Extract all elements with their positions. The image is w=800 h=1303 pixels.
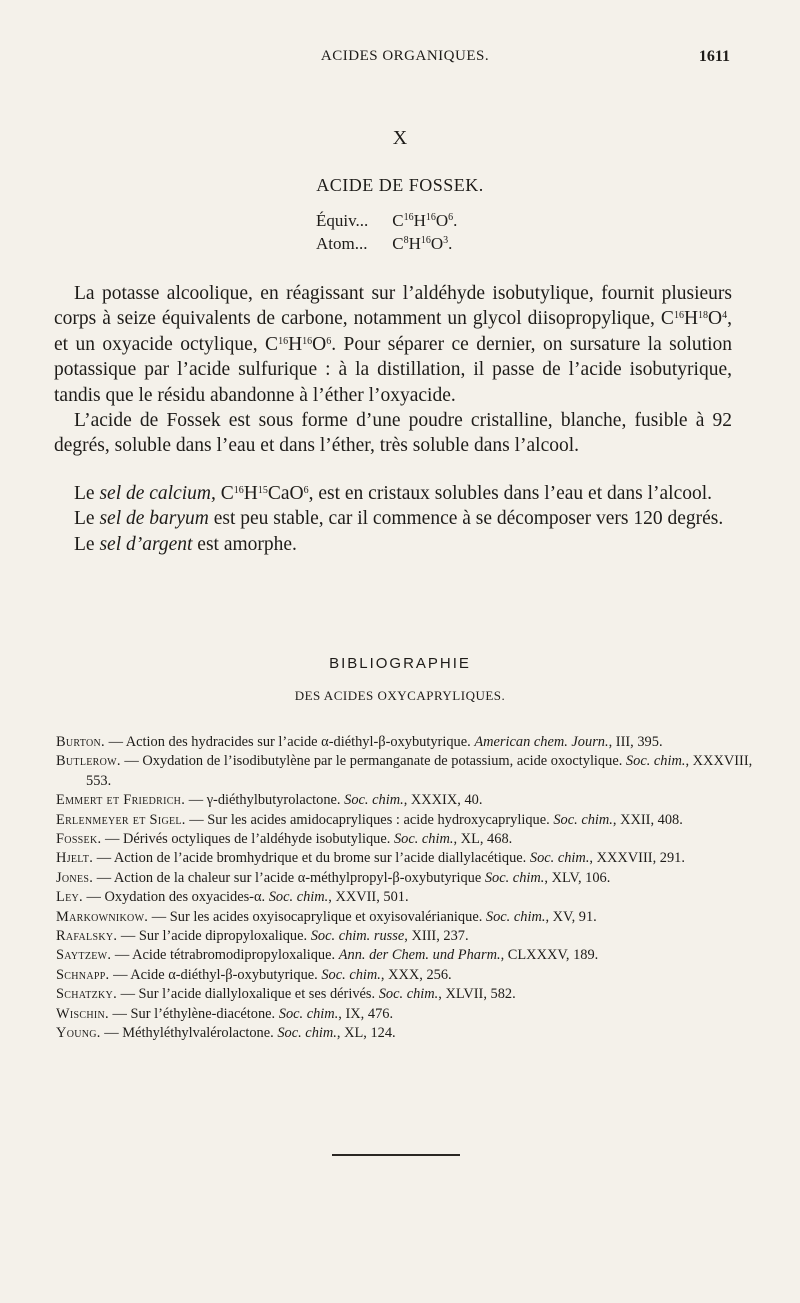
bibliography-subheading: DES ACIDES OXYCAPRYLIQUES. xyxy=(294,688,506,703)
formula-label: Équiv... xyxy=(316,211,369,230)
bibliography-entry: Jones. — Action de la chaleur sur l’acide α-méthylpropyl-β-oxybutyrique Soc. chim., XLV, 106. xyxy=(56,869,611,886)
chapter-number: X xyxy=(392,127,408,149)
bibliography-entry: Ley. — Oxydation des oxyacides-α. Soc. chim., XXVII, 501. xyxy=(56,889,409,906)
bibliography-entry: Schnapp. — Acide α-diéthyl-β-oxybutyrique. Soc. chim., XXX, 256. xyxy=(56,966,452,983)
bibliography-entry: Emmert et Friedrich. — γ-diéthylbutyrolactone. Soc. chim., XXXIX, 40. xyxy=(56,792,483,809)
bibliography-entry: Markownikow. — Sur les acides oxyisocaprylique et oxyisovalérianique. Soc. chim., XV, 91. xyxy=(56,908,597,925)
section-title: ACIDE DE FOSSEK. xyxy=(316,175,484,195)
paragraph-properties: L’acide de Fossek est sous forme d’une poudre cristalline, blanche, fusible à 92 degrés, soluble dans l’eau et dans l’éther, très soluble dans l’alcool. xyxy=(54,410,732,457)
body-text-salts xyxy=(54,481,732,557)
bibliography-entry: Young. — Méthyléthylvalérolactone. Soc. chim., XL, 124. xyxy=(56,1025,396,1042)
bibliography-entry: Saytzew. — Acide tétrabromodipropyloxalique. Ann. der Chem. und Pharm., CLXXXV, 189. xyxy=(56,947,599,964)
paragraph-calcium-salt: Le sel de calcium, $C^{16}H^{15}CaO^6$, est en cristaux solubles dans l’eau et dans l’alcool. xyxy=(74,483,713,504)
formula-equivalent: Équiv... $C^{16}H^{16}O^6$. xyxy=(316,211,458,230)
bibliography-entry: Erlenmeyer et Sigel. — Sur les acides amidocapryliques : acide hydroxycaprylique. Soc. chim., XXII, 408. xyxy=(56,811,683,828)
running-title: ACIDES ORGANIQUES. xyxy=(320,48,490,64)
paragraph-preparation: La potasse alcoolique, en réagissant sur l’aldéhyde isobutylique, fournit plusieurs corps à seize équivalents de carbone, notamment un glycol diisopropylique, $C^{16}H^{18}O^4$, et un oxyacide octylique, $C^{16}H^{16}O^6$. Pour séparer ce dernier, on sursature la solution potassique par l’acide sulfurique : à la distillation, il passe de l’acide isobutyrique, tandis que le résidu abandonne à l’éther l’oxyacide. xyxy=(54,283,732,406)
bibliography-list xyxy=(56,733,762,1044)
bibliography-entry: Burton. — Action des hydracides sur l’acide α-diéthyl-β-oxybutyrique. American chem. Journ., III, 395. xyxy=(56,734,663,750)
section-end-rule xyxy=(332,1154,460,1156)
bibliography-entry: Hjelt. — Action de l’acide bromhydrique et du brome sur l’acide diallylacétique. Soc. chim., XXXVIII, 291. xyxy=(56,850,685,867)
page-number: 1611 xyxy=(698,48,730,65)
paragraph-baryum-salt: Le sel de baryum est peu stable, car il commence à se décomposer vers 120 degrés. xyxy=(74,508,724,530)
body-text-preparation xyxy=(54,281,732,459)
bibliography-entry: Schatzky. — Sur l’acide diallyloxalique et ses dérivés. Soc. chim., XLVII, 582. xyxy=(56,986,516,1003)
paragraph-argent-salt: Le sel d’argent est amorphe. xyxy=(74,533,297,555)
formula-block xyxy=(316,209,457,255)
bibliography-entry: Rafalsky. — Sur l’acide dipropyloxalique. Soc. chim. russe, XIII, 237. xyxy=(56,928,469,945)
bibliography-entry: Fossek. — Dérivés octyliques de l’aldéhyde isobutylique. Soc. chim., XL, 468. xyxy=(56,831,513,848)
bibliography-heading: BIBLIOGRAPHIE xyxy=(329,655,471,672)
bibliography-entry: Butlerow. — Oxydation de l’isodibutylène par le permanganate de potassium, acide oxoctylique. Soc. chim., XXXVIII, 553. xyxy=(56,753,753,789)
formula-label: Atom... xyxy=(316,234,368,253)
running-header xyxy=(80,48,730,72)
bibliography-entry: Wischin. — Sur l’éthylène-diacétone. Soc. chim., IX, 476. xyxy=(56,1005,394,1022)
formula-atomic: Atom... $C^8H^{16}O^3$. xyxy=(316,234,453,253)
